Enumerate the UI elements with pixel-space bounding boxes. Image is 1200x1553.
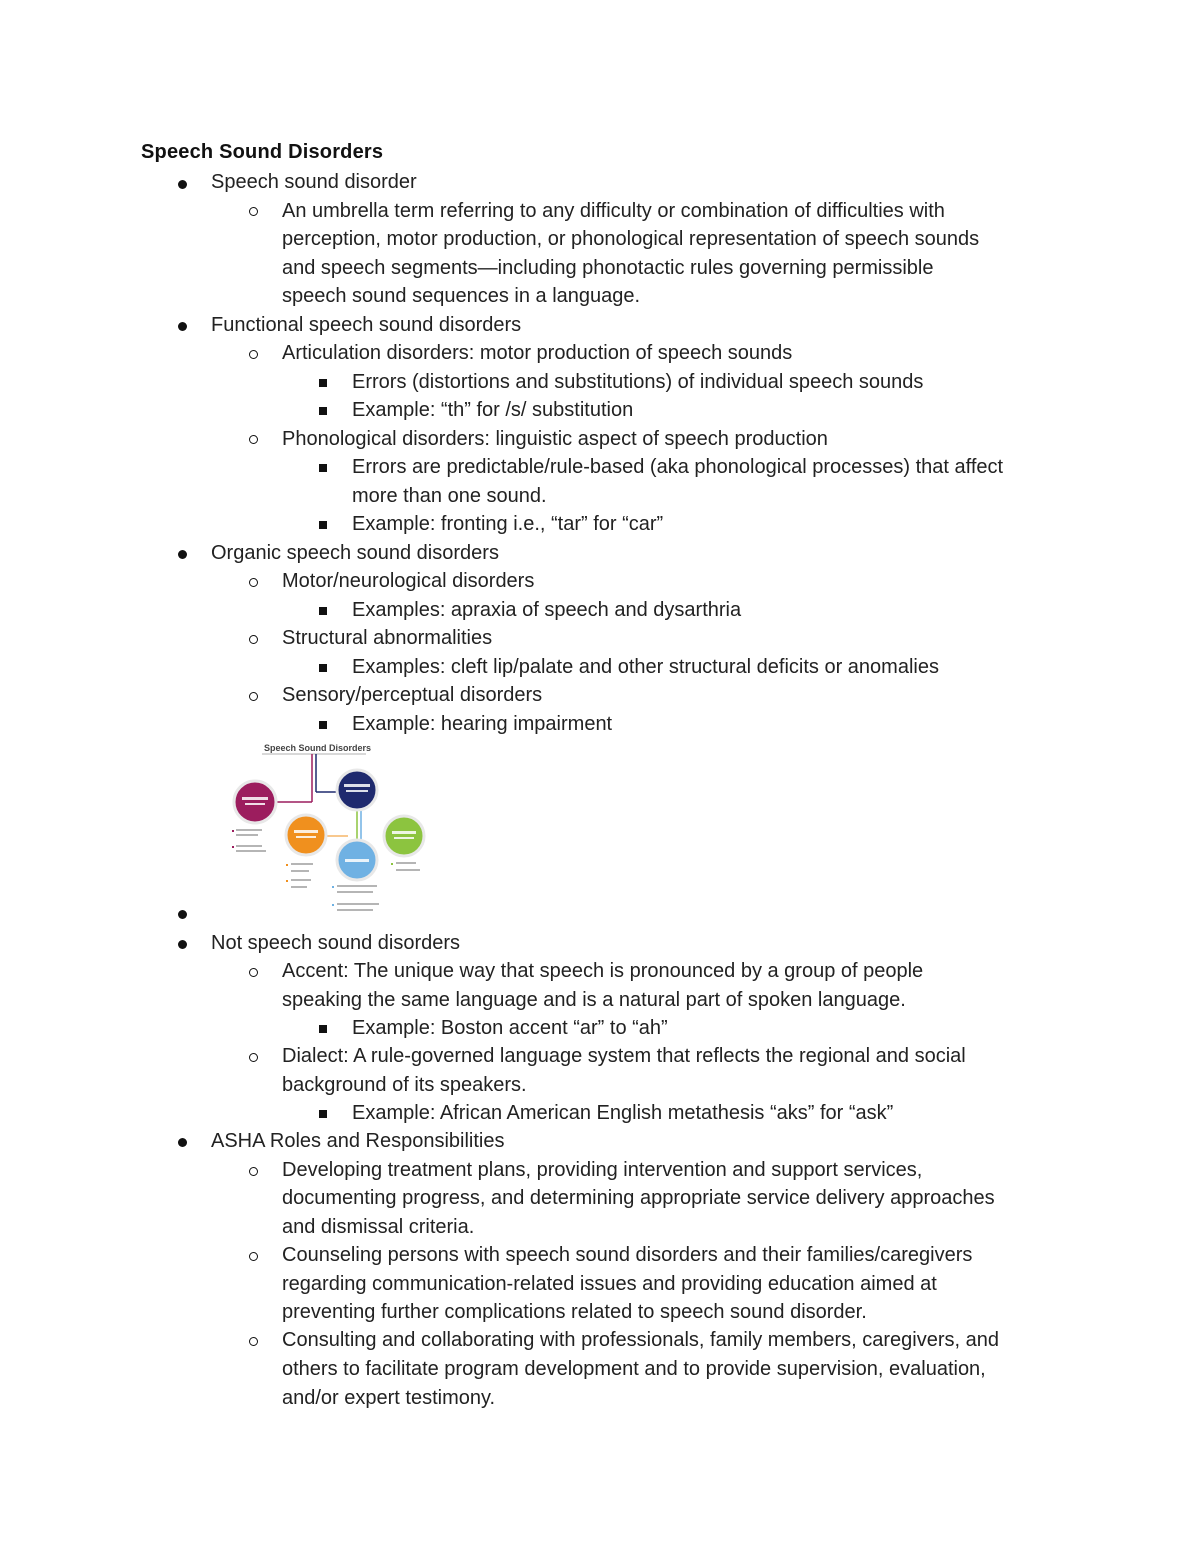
list-item-level1: ASHA Roles and Responsibilities xyxy=(211,1130,505,1152)
list-item-level2: Phonological disorders: linguistic aspect of speech production xyxy=(282,428,828,450)
list-item-level3: Example: hearing impairment xyxy=(352,713,613,735)
bullet-circle xyxy=(249,578,258,587)
functional-node xyxy=(234,781,276,823)
list-item-continuation: and speech segments—including phonotactic rules governing permissible xyxy=(282,257,934,279)
diagram-title: Speech Sound Disorders xyxy=(264,743,372,753)
bullet-circle xyxy=(249,1337,258,1346)
bullet-disc xyxy=(178,1138,187,1147)
bullet-square xyxy=(319,407,327,415)
bullet-circle xyxy=(249,1167,258,1176)
list-item-level2: Sensory/perceptual disorders xyxy=(282,684,543,706)
page-title: Speech Sound Disorders xyxy=(141,141,384,163)
bullet-circle xyxy=(249,692,258,701)
list-item-continuation: and dismissal criteria. xyxy=(282,1216,475,1238)
list-item-level2: Counseling persons with speech sound disorders and their families/caregivers xyxy=(282,1244,973,1266)
list-item-continuation: regarding communication-related issues and providing education aimed at xyxy=(282,1273,937,1295)
bullet-square xyxy=(319,1110,327,1118)
list-item-level3: Example: “th” for /s/ substitution xyxy=(352,399,634,421)
list-item-level3: Examples: cleft lip/palate and other structural deficits or anomalies xyxy=(352,656,939,678)
list-item-continuation: more than one sound. xyxy=(352,485,547,507)
list-item-level1: Organic speech sound disorders xyxy=(211,542,499,564)
list-item-continuation: others to facilitate program development and to provide supervision, evaluation, xyxy=(282,1358,986,1380)
list-item-continuation: speech sound sequences in a language. xyxy=(282,285,641,307)
bullet-disc xyxy=(178,550,187,559)
list-item-continuation: perception, motor production, or phonological representation of speech sounds xyxy=(282,228,980,250)
bullet-circle xyxy=(249,435,258,444)
bullet-square xyxy=(319,464,327,472)
bullet-square xyxy=(319,379,327,387)
list-item-level3: Errors (distortions and substitutions) of individual speech sounds xyxy=(352,371,924,393)
bullet-circle xyxy=(249,635,258,644)
bullet-disc xyxy=(178,180,187,189)
bullet-circle xyxy=(249,1252,258,1261)
bullet-circle xyxy=(249,968,258,977)
list-item-level3: Example: fronting i.e., “tar” for “car” xyxy=(352,513,664,535)
list-item-continuation: speaking the same language and is a natural part of spoken language. xyxy=(282,989,906,1011)
bullet-square xyxy=(319,721,327,729)
list-item-level1: Functional speech sound disorders xyxy=(211,314,522,336)
list-item-level3: Example: African American English metathesis “aks” for “ask” xyxy=(352,1102,894,1124)
list-item-level1: Speech sound disorder xyxy=(211,171,417,193)
list-item-level3: Errors are predictable/rule-based (aka phonological processes) that affect xyxy=(352,456,1004,478)
list-item-continuation: and/or expert testimony. xyxy=(282,1387,496,1409)
list-item-level3: Example: Boston accent “ar” to “ah” xyxy=(352,1017,668,1039)
bullet-disc xyxy=(178,910,187,919)
bullet-square xyxy=(319,607,327,615)
motor-node xyxy=(286,815,326,855)
bullet-circle xyxy=(249,207,258,216)
list-item-level2: Consulting and collaborating with professionals, family members, caregivers, and xyxy=(282,1329,1000,1351)
list-item-continuation: documenting progress, and determining appropriate service delivery approaches xyxy=(282,1187,995,1209)
list-item-level1: Not speech sound disorders xyxy=(211,932,461,954)
list-item-continuation: preventing further complications related to speech sound disorder. xyxy=(282,1301,867,1323)
list-item-level2: Articulation disorders: motor production of speech sounds xyxy=(282,342,793,364)
sensory-node xyxy=(384,816,424,856)
list-item-level2: An umbrella term referring to any difficulty or combination of difficulties with xyxy=(282,200,945,222)
list-item-continuation: background of its speakers. xyxy=(282,1074,527,1096)
speech-sound-disorders-diagram xyxy=(226,740,432,920)
bullet-circle xyxy=(249,1053,258,1062)
bullet-square xyxy=(319,521,327,529)
bullet-disc xyxy=(178,940,187,949)
list-item-level2: Developing treatment plans, providing intervention and support services, xyxy=(282,1159,923,1181)
list-item-level2: Structural abnormalities xyxy=(282,627,493,649)
bullet-square xyxy=(319,664,327,672)
bullet-circle xyxy=(249,350,258,359)
list-item-level2: Accent: The unique way that speech is pronounced by a group of people xyxy=(282,960,924,982)
bullet-disc xyxy=(178,322,187,331)
bullet-square xyxy=(319,1025,327,1033)
list-item-level2: Motor/neurological disorders xyxy=(282,570,535,592)
list-item-level3: Examples: apraxia of speech and dysarthria xyxy=(352,599,742,621)
list-item-level2: Dialect: A rule-governed language system that reflects the regional and social xyxy=(282,1045,966,1067)
